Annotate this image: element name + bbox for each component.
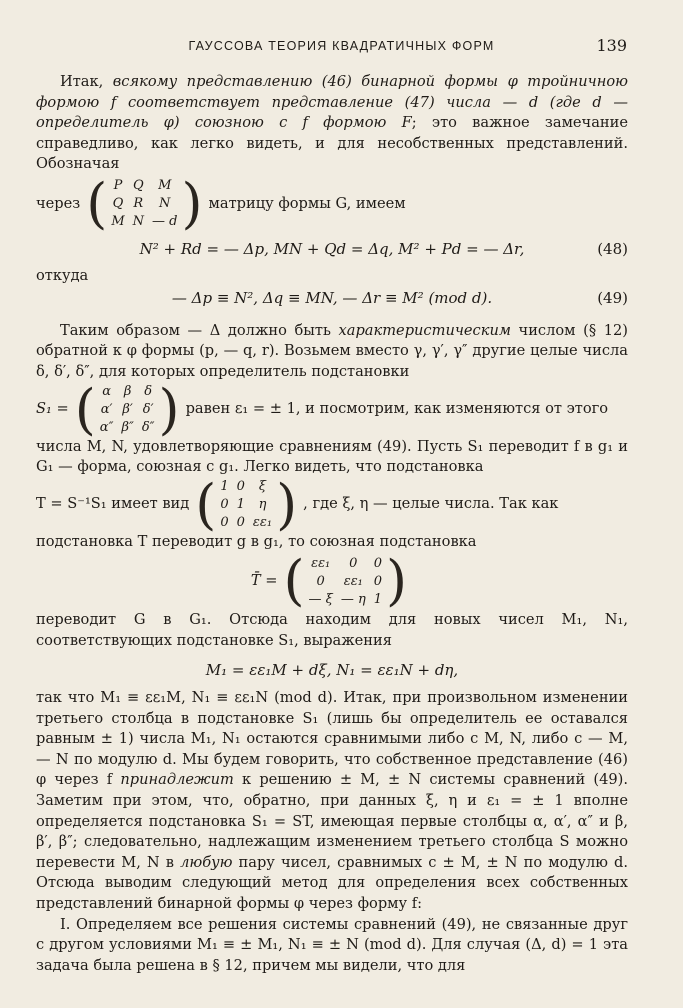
matrix-cell: Q — [132, 178, 144, 194]
matrix-cell: 0 — [236, 515, 245, 531]
p6-text: так что M₁ ≡ εε₁M, N₁ ≡ εε₁N (mod d). Итак, при произвольном изменении третьего столбца в подстановке S₁ (лишь бы определитель ее оставался равным ± 1) числа M₁, N₁ остаются сравнимыми либо с M, N, либо с — M, — N по модулю d. Мы будем говорить, что собственное представление (46) φ через f — [36, 689, 628, 789]
matrix-g-line — [36, 171, 628, 235]
equation-48 — [36, 239, 628, 260]
matrix-cell: 0 — [220, 515, 229, 531]
matrix-cell: εε₁ — [311, 555, 331, 571]
matrix-tbar-pre: T̄ = — [250, 572, 278, 590]
matrix-cell: β — [123, 384, 132, 400]
matrix-s1: ( α β δ α′ β′ δ′ α″ β″ δ″ ) — [74, 377, 180, 441]
matrix-cell: α″ — [99, 420, 114, 436]
matrix-cell: N — [132, 214, 144, 230]
paragraph-6 — [36, 688, 628, 915]
matrix-s1-line — [36, 377, 628, 441]
matrix-t-pre: T = S⁻¹S₁ имеет вид — [36, 495, 190, 513]
matrix-cell: δ′ — [142, 402, 154, 418]
matrix-cell: δ″ — [141, 420, 155, 436]
matrix-s1-post: равен ε₁ = ± 1, и посмотрим, как изменяются от этого — [185, 400, 609, 418]
equation-49-number: (49) — [597, 289, 628, 308]
matrix-cell: 0 — [349, 555, 358, 571]
page-body — [36, 72, 628, 976]
paragraph-7: I. Определяем все решения системы сравнений (49), не связанные друг с другом условиями M₁ ≡ ± M₁, N₁ ≡ ± N (mod d). Для случая (Δ, d) = 1 эта задача была решена в § 12, причем мы видели, что для — [36, 915, 628, 974]
matrix-t-line — [36, 472, 628, 536]
p6-emph-2: любую — [180, 853, 233, 871]
p2-text: Таким образом — Δ должно быть — [60, 321, 339, 339]
paragraph-4: подстановка T переводит g в g₁, то союзная подстановка — [36, 532, 477, 550]
p1-text-2: ; это важное замечание справедливо, как легко видеть, и для несобственных представлений. Обозначая — [36, 114, 628, 173]
matrix-cell: — ξ — [308, 591, 333, 607]
equation-m1n1-text: M₁ = εε₁M + dξ, N₁ = εε₁N + dη, — [205, 660, 459, 679]
matrix-cell: 0 — [373, 573, 383, 589]
matrix-cell: — d — [152, 214, 178, 230]
matrix-cell: α′ — [100, 402, 113, 418]
matrix-cell: P — [113, 178, 123, 194]
matrix-cell: 1 — [373, 591, 383, 607]
matrix-cell: δ — [144, 384, 153, 400]
matrix-cell: η — [258, 497, 267, 513]
matrix-cell: 0 — [316, 573, 325, 589]
matrix-s1-pre: S₁ = — [36, 400, 69, 418]
matrix-cell: β′ — [122, 402, 133, 418]
matrix-tbar-line — [36, 549, 628, 613]
matrix-cell: 1 — [220, 479, 229, 495]
matrix-t-post: , где ξ, η — целые числа. Так как — [303, 495, 559, 513]
running-header — [0, 36, 683, 58]
otkuda-text: откуда — [36, 266, 89, 284]
matrix-cell: Q — [112, 196, 124, 212]
matrix-cell: β″ — [121, 420, 134, 436]
matrix-cell: R — [133, 196, 144, 212]
matrix-cell: M — [158, 178, 172, 194]
matrix-cell: ξ — [258, 479, 267, 495]
page-number: 139 — [596, 36, 627, 55]
matrix-g: ( P Q M Q R N M N — d ) — [86, 171, 203, 235]
equation-48-text: N² + Rd = — Δp, MN + Qd = Δq, M² + Pd = — Δr, — [139, 239, 525, 258]
matrix-t: ( 1 0 ξ 0 1 η 0 0 εε₁ ) — [195, 472, 298, 536]
p1-emph: всякому представлению (46) бинарной формы φ тройничною формою f соответствует представление (47) числа — d (где d — определитель φ) союзною с f формою F — [36, 73, 629, 132]
equation-48-number: (48) — [597, 239, 628, 258]
paragraph-1 — [36, 72, 628, 175]
p1-text: Итак, — [60, 73, 113, 90]
matrix-cell: α — [102, 384, 111, 400]
matrix-g-pre: через — [36, 194, 81, 212]
matrix-cell: εε₁ — [252, 515, 273, 531]
paragraph-3: числа M, N, удовлетворяющие сравнениям (49). Пусть S₁ переводит f в g₁ и G₁ — форма, союзная с g₁. Легко видеть, что подстановка — [36, 437, 628, 476]
equation-49 — [36, 288, 628, 309]
paragraph-5: переводит G в G₁. Отсюда находим для новых чисел M₁, N₁, соответствующих подстановке S₁, выражения — [36, 611, 628, 649]
equation-49-text: — Δp ≡ N², Δq ≡ MN, — Δr ≡ M² (mod d). — [171, 289, 493, 308]
paragraph-2 — [36, 321, 628, 383]
matrix-cell: — η — [340, 591, 366, 607]
equation-m1n1 — [36, 660, 628, 681]
header-title: ГАУССОВА ТЕОРИЯ КВАДРАТИЧНЫХ ФОРМ — [188, 39, 495, 53]
matrix-cell: 0 — [236, 479, 245, 495]
matrix-cell: 0 — [373, 555, 383, 571]
matrix-cell: N — [159, 196, 171, 212]
matrix-cell: εε₁ — [343, 573, 363, 589]
p6-text-3: пару чисел, сравнимых с ± M, ± N по модулю d. Отсюда выводим следующий метод для определения всех собственных представлений бинарной формы φ через форму f: — [36, 853, 628, 913]
matrix-cell: 1 — [236, 497, 245, 513]
matrix-g-post: матрицу формы G, имеем — [208, 194, 406, 212]
p6-text-2: к решению ± M, ± N системы сравнений (49). Заметим при этом, что, обратно, при данных ξ, η и ε₁ = ± 1 вполне определяется подстановка S₁ = ST, имеющая первые столбцы α, α′, α″ и β, β′, β″; следовательно, надлежащим изменением третьего столбца S можно перевести M, N в — [36, 771, 629, 871]
p6-emph: принадлежит — [120, 771, 234, 789]
p2-text-2: числом (§ 12) обратной к φ формы (p, — q, r). Возьмем вместо γ, γ′, γ″ другие целые числа δ, δ′, δ″, для которых определитель подстановки — [36, 321, 628, 380]
matrix-cell: M — [111, 214, 125, 230]
p2-emph: характеристическим — [338, 321, 511, 339]
matrix-cell: 0 — [220, 497, 229, 513]
matrix-tbar: ( εε₁ 0 0 0 εε₁ 0 — ξ — η 1 ) — [283, 549, 408, 613]
